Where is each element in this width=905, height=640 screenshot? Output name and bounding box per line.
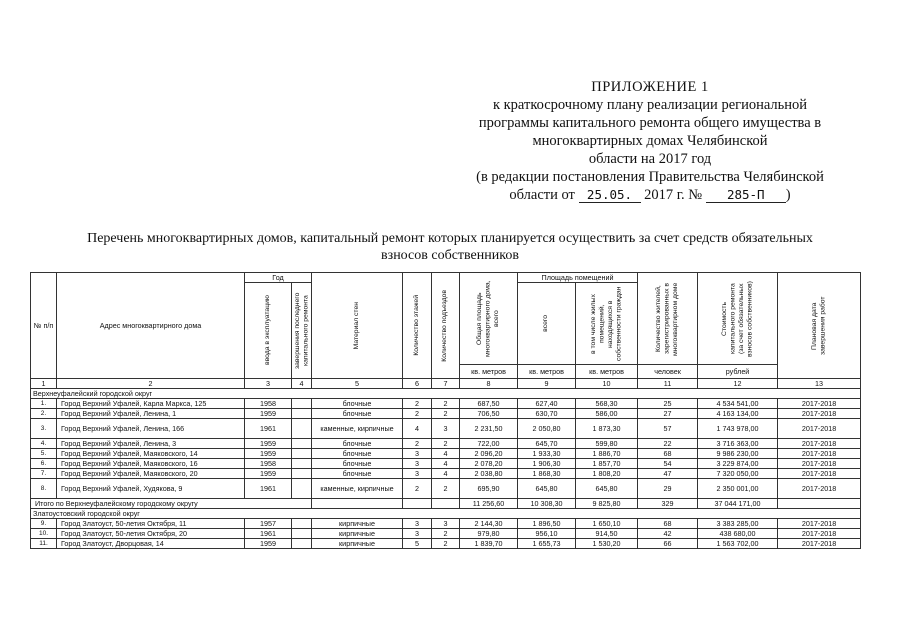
cell-premises-total: 645,80 — [518, 479, 576, 499]
cell-residents: 57 — [638, 419, 698, 439]
cell-planned-date: 2017-2018 — [778, 459, 861, 469]
cell-cost: 1 563 702,00 — [698, 539, 778, 549]
col-header-no: № п/п — [31, 273, 57, 379]
cell-planned-date: 2017-2018 — [778, 519, 861, 529]
cell-floors: 3 — [403, 519, 432, 529]
cell-last-repair — [292, 519, 312, 529]
appendix-title: ПРИЛОЖЕНИЕ 1 — [591, 79, 709, 95]
cell-year: 1957 — [245, 519, 292, 529]
table-row — [31, 449, 861, 459]
cell-entrances: 4 — [432, 459, 460, 469]
list-title-line1: Перечень многоквартирных домов, капитальный ремонт которых планируется осуществить за счет средств обязательных — [87, 231, 813, 246]
cell-last-repair — [292, 529, 312, 539]
column-number: 8 — [460, 379, 518, 389]
cell-entrances: 2 — [432, 409, 460, 419]
column-number: 7 — [432, 379, 460, 389]
decree-suffix: ) — [785, 187, 791, 203]
cell-last-repair — [292, 399, 312, 409]
cell-address: Город Златоуст, 50-летия Октября, 11 — [57, 519, 245, 529]
cell-premises-residential: 1 530,20 — [576, 539, 638, 549]
cell-no: 11. — [31, 539, 57, 549]
cell-floors: 2 — [403, 439, 432, 449]
cell-residents: 47 — [638, 469, 698, 479]
col-header-total-area: Общая площадь многоквартирного дома, всего — [460, 273, 518, 365]
cell-planned-date: 2017-2018 — [778, 399, 861, 409]
cell-year: 1961 — [245, 419, 292, 439]
cell-last-repair — [292, 469, 312, 479]
cell-walls: кирпичные — [312, 519, 403, 529]
decree-prefix: области от — [509, 187, 575, 203]
cell-total-area: 722,00 — [460, 439, 518, 449]
cell-walls: блочные — [312, 409, 403, 419]
cell-year: 1961 — [245, 529, 292, 539]
cell-premises-total: 627,40 — [518, 399, 576, 409]
cell-planned-date: 2017-2018 — [778, 439, 861, 449]
cell-walls: кирпичные — [312, 539, 403, 549]
cell-premises-residential: 1 886,70 — [576, 449, 638, 459]
cell-year: 1958 — [245, 399, 292, 409]
cell-address: Город Верхний Уфалей, Ленина, 166 — [57, 419, 245, 439]
cell-residents: 68 — [638, 519, 698, 529]
cell-walls: блочные — [312, 399, 403, 409]
cell-entrances: 4 — [432, 449, 460, 459]
cell-no: 4. — [31, 439, 57, 449]
cell-floors: 5 — [403, 539, 432, 549]
cell-cost: 3 716 363,00 — [698, 439, 778, 449]
column-number: 11 — [638, 379, 698, 389]
cell-year: 1959 — [245, 469, 292, 479]
cell-total-area: 2 231,50 — [460, 419, 518, 439]
cell-last-repair — [292, 419, 312, 439]
group-row — [31, 509, 861, 519]
cell-premises-total: 2 050,80 — [518, 419, 576, 439]
column-number: 9 — [518, 379, 576, 389]
appendix-line: к краткосрочному плану реализации региональной — [492, 97, 808, 113]
cell-premises-total: 1 868,30 — [518, 469, 576, 479]
cell-address: Город Златоуст, 50-летия Октября, 20 — [57, 529, 245, 539]
table-body — [31, 389, 861, 549]
cell-no: 9. — [31, 519, 57, 529]
cell-residents: 29 — [638, 479, 698, 499]
col-header-premises-residential: в том числе жилых помещений, находящихся в собственности граждан — [576, 283, 638, 365]
col-header-floors: Количество этажей — [403, 273, 432, 379]
cell-premises-total: 1 933,30 — [518, 449, 576, 459]
col-header-year: Год — [245, 273, 312, 283]
unit-residents: человек — [638, 365, 698, 379]
cell-premises-residential: 586,00 — [576, 409, 638, 419]
cell-no: 8. — [31, 479, 57, 499]
total-premises: 10 308,30 — [518, 499, 576, 509]
cell-residents: 27 — [638, 409, 698, 419]
cell-premises-residential: 1 873,30 — [576, 419, 638, 439]
cell-address: Город Златоуст, Дворцовая, 14 — [57, 539, 245, 549]
cell-total-area: 695,90 — [460, 479, 518, 499]
cell-address: Город Верхний Уфалей, Карла Маркса, 125 — [57, 399, 245, 409]
total-area: 11 256,60 — [460, 499, 518, 509]
cell-total-area: 2 078,20 — [460, 459, 518, 469]
cell-entrances: 2 — [432, 439, 460, 449]
cell-floors: 3 — [403, 459, 432, 469]
cell-premises-residential: 1 808,20 — [576, 469, 638, 479]
cell-premises-total: 956,10 — [518, 529, 576, 539]
col-header-premises-total: всего — [518, 283, 576, 365]
cell-address: Город Верхний Уфалей, Ленина, 1 — [57, 409, 245, 419]
houses-table — [30, 272, 861, 549]
cell-premises-total: 1 655,73 — [518, 539, 576, 549]
cell-address: Город Верхний Уфалей, Худякова, 9 — [57, 479, 245, 499]
cell-walls: кирпичные — [312, 529, 403, 539]
unit-total-area: кв. метров — [460, 365, 518, 379]
col-header-address: Адрес многоквартирного дома — [57, 273, 245, 379]
cell-premises-total: 630,70 — [518, 409, 576, 419]
cell-no: 2. — [31, 409, 57, 419]
cell-planned-date: 2017-2018 — [778, 409, 861, 419]
table-row — [31, 409, 861, 419]
cell-walls: блочные — [312, 469, 403, 479]
col-header-walls: Материал стен — [312, 273, 403, 379]
cell-floors: 2 — [403, 409, 432, 419]
cell-residents: 22 — [638, 439, 698, 449]
table-row — [31, 529, 861, 539]
total-empty — [312, 499, 403, 509]
cell-total-area: 2 096,20 — [460, 449, 518, 459]
list-title — [20, 230, 880, 264]
cell-residents: 42 — [638, 529, 698, 539]
cell-floors: 3 — [403, 529, 432, 539]
column-number: 4 — [292, 379, 312, 389]
cell-cost: 3 383 285,00 — [698, 519, 778, 529]
total-residents: 329 — [638, 499, 698, 509]
appendix-header — [460, 78, 840, 204]
column-number: 12 — [698, 379, 778, 389]
cell-last-repair — [292, 439, 312, 449]
total-label: Итого по Верхнеуфалейскому городскому округу — [31, 499, 312, 509]
cell-entrances: 4 — [432, 469, 460, 479]
appendix-line-decree — [460, 186, 840, 204]
total-empty — [778, 499, 861, 509]
cell-cost: 3 229 874,00 — [698, 459, 778, 469]
cell-planned-date: 2017-2018 — [778, 449, 861, 459]
cell-last-repair — [292, 539, 312, 549]
cell-floors: 2 — [403, 479, 432, 499]
col-header-year-last-repair: завершения последнего капитального ремонта — [292, 283, 312, 379]
unit-premises-total: кв. метров — [518, 365, 576, 379]
cell-premises-total: 1 896,50 — [518, 519, 576, 529]
table-row — [31, 539, 861, 549]
cell-address: Город Верхний Уфалей, Маяковского, 20 — [57, 469, 245, 479]
appendix-line: программы капитального ремонта общего имущества в — [478, 115, 822, 131]
total-empty — [403, 499, 432, 509]
cell-planned-date: 2017-2018 — [778, 419, 861, 439]
cell-residents: 54 — [638, 459, 698, 469]
cell-total-area: 2 038,80 — [460, 469, 518, 479]
cell-premises-residential: 1 857,70 — [576, 459, 638, 469]
cell-planned-date: 2017-2018 — [778, 469, 861, 479]
column-number: 6 — [403, 379, 432, 389]
column-numbers-row — [31, 379, 861, 389]
col-header-residents: Количество жителей, зарегистрированных в многоквартирном доме — [638, 273, 698, 365]
cell-entrances: 3 — [432, 519, 460, 529]
cell-total-area: 2 144,30 — [460, 519, 518, 529]
table-row — [31, 459, 861, 469]
cell-cost: 4 163 134,00 — [698, 409, 778, 419]
cell-address: Город Верхний Уфалей, Маяковского, 16 — [57, 459, 245, 469]
column-number: 1 — [31, 379, 57, 389]
decree-date: 25.05. — [579, 188, 641, 203]
cell-premises-residential: 568,30 — [576, 399, 638, 409]
unit-cost: рублей — [698, 365, 778, 379]
cell-no: 7. — [31, 469, 57, 479]
cell-floors: 3 — [403, 449, 432, 459]
cell-entrances: 2 — [432, 539, 460, 549]
cell-premises-residential: 645,80 — [576, 479, 638, 499]
table-row — [31, 399, 861, 409]
table-row — [31, 419, 861, 439]
cell-address: Город Верхний Уфалей, Ленина, 3 — [57, 439, 245, 449]
cell-total-area: 706,50 — [460, 409, 518, 419]
cell-walls: каменные, кирпичные — [312, 419, 403, 439]
group-row — [31, 389, 861, 399]
cell-year: 1958 — [245, 459, 292, 469]
cell-cost: 1 743 978,00 — [698, 419, 778, 439]
cell-planned-date: 2017-2018 — [778, 479, 861, 499]
cell-last-repair — [292, 409, 312, 419]
appendix-line: области на 2017 год — [588, 151, 712, 167]
cell-year: 1959 — [245, 409, 292, 419]
cell-entrances: 2 — [432, 529, 460, 539]
group-name: Верхнеуфалейский городской округ — [31, 389, 861, 399]
col-header-premises-area: Площадь помещений — [518, 273, 638, 283]
table-row — [31, 469, 861, 479]
col-header-year-commission: ввода в эксплуатацию — [245, 283, 292, 379]
cell-total-area: 979,80 — [460, 529, 518, 539]
cell-last-repair — [292, 459, 312, 469]
cell-cost: 4 534 541,00 — [698, 399, 778, 409]
total-cost: 37 044 171,00 — [698, 499, 778, 509]
list-title-line2: взносов собственников — [381, 248, 519, 263]
cell-planned-date: 2017-2018 — [778, 539, 861, 549]
column-number: 13 — [778, 379, 861, 389]
cell-total-area: 1 839,70 — [460, 539, 518, 549]
cell-premises-total: 645,70 — [518, 439, 576, 449]
cell-cost: 438 680,00 — [698, 529, 778, 539]
cell-no: 5. — [31, 449, 57, 459]
group-name: Златоустовский городской округ — [31, 509, 861, 519]
cell-planned-date: 2017-2018 — [778, 529, 861, 539]
cell-year: 1961 — [245, 479, 292, 499]
cell-entrances: 2 — [432, 399, 460, 409]
total-empty — [432, 499, 460, 509]
table-row — [31, 439, 861, 449]
column-number: 5 — [312, 379, 403, 389]
cell-entrances: 2 — [432, 479, 460, 499]
cell-last-repair — [292, 479, 312, 499]
col-header-planned-date: Плановая дата завершения работ — [778, 273, 861, 379]
decree-year: 2017 г. № — [644, 187, 703, 203]
cell-residents: 25 — [638, 399, 698, 409]
cell-year: 1959 — [245, 539, 292, 549]
cell-total-area: 687,50 — [460, 399, 518, 409]
column-number: 10 — [576, 379, 638, 389]
cell-address: Город Верхний Уфалей, Маяковского, 14 — [57, 449, 245, 459]
cell-premises-residential: 599,80 — [576, 439, 638, 449]
cell-no: 1. — [31, 399, 57, 409]
cell-walls: каменные, кирпичные — [312, 479, 403, 499]
column-number: 3 — [245, 379, 292, 389]
column-number: 2 — [57, 379, 245, 389]
cell-premises-total: 1 906,30 — [518, 459, 576, 469]
unit-premises-residential: кв. метров — [576, 365, 638, 379]
table-row — [31, 519, 861, 529]
cell-walls: блочные — [312, 459, 403, 469]
cell-last-repair — [292, 449, 312, 459]
col-header-entrances: Количество подъездов — [432, 273, 460, 379]
cell-cost: 2 350 001,00 — [698, 479, 778, 499]
cell-entrances: 3 — [432, 419, 460, 439]
cell-premises-residential: 1 650,10 — [576, 519, 638, 529]
total-row — [31, 499, 861, 509]
cell-no: 10. — [31, 529, 57, 539]
cell-no: 6. — [31, 459, 57, 469]
cell-residents: 68 — [638, 449, 698, 459]
appendix-line: многоквартирных домах Челябинской — [532, 133, 768, 149]
cell-year: 1959 — [245, 439, 292, 449]
cell-premises-residential: 914,50 — [576, 529, 638, 539]
cell-year: 1959 — [245, 449, 292, 459]
cell-floors: 2 — [403, 399, 432, 409]
total-residential: 9 825,80 — [576, 499, 638, 509]
cell-walls: блочные — [312, 449, 403, 459]
cell-cost: 9 986 230,00 — [698, 449, 778, 459]
cell-floors: 4 — [403, 419, 432, 439]
cell-walls: блочные — [312, 439, 403, 449]
table-row — [31, 479, 861, 499]
appendix-line: (в редакции постановления Правительства Челябинской — [476, 169, 824, 185]
decree-number: 285-П — [706, 188, 786, 203]
cell-residents: 66 — [638, 539, 698, 549]
col-header-cost: Стоимость капитального ремонта (за счет обязательных взносов собственников) — [698, 273, 778, 365]
cell-floors: 3 — [403, 469, 432, 479]
cell-no: 3. — [31, 419, 57, 439]
cell-cost: 7 320 050,00 — [698, 469, 778, 479]
